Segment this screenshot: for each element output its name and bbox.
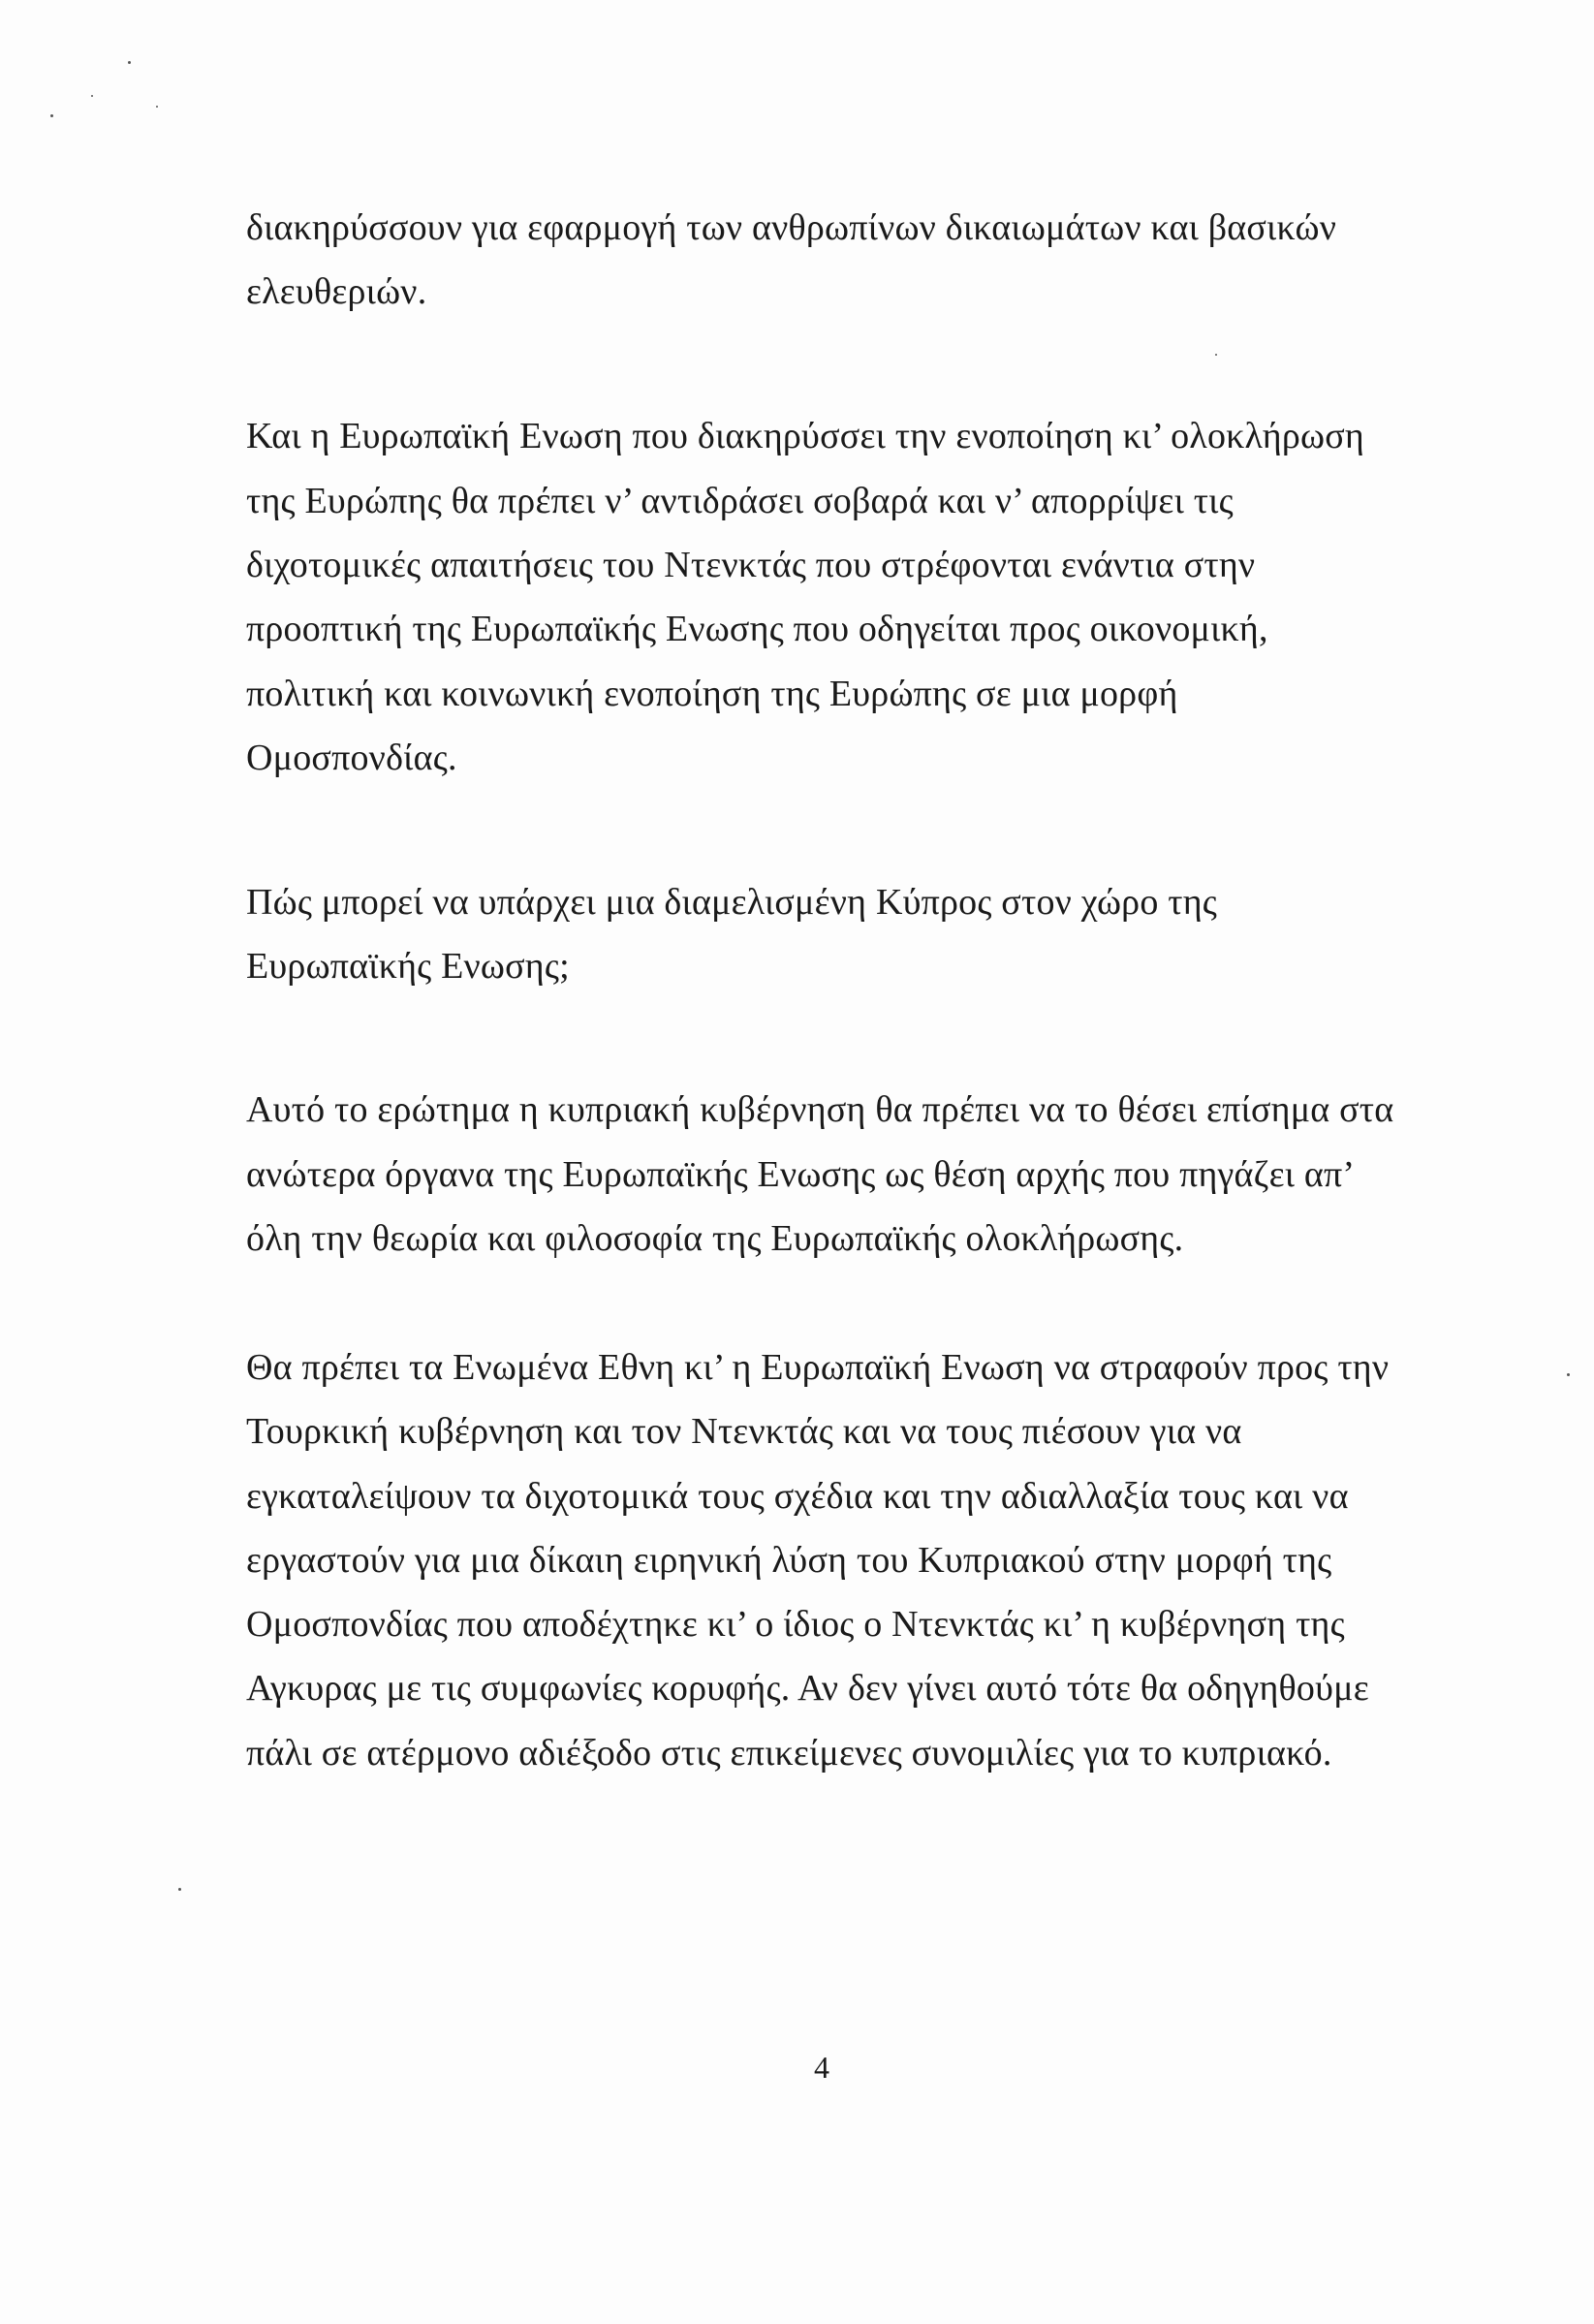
paragraph-2-line-2: της Ευρώπης θα πρέπει ν’ αντιδράσει σοβαρά και ν’ απορρίψει τις	[246, 481, 1234, 521]
paragraph-4-line-3: όλη την θεωρία και φιλοσοφία της Ευρωπαϊκής ολοκλήρωσης.	[246, 1218, 1184, 1259]
paragraph-2-line-6: Ομοσπονδίας.	[246, 738, 457, 778]
paragraph-2-line-4: προοπτική της Ευρωπαϊκής Ενωσης που οδηγείται προς οικονομική,	[246, 609, 1268, 649]
paragraph-5-line-7: πάλι σε ατέρμονο αδιέξοδο στις επικείμενες συνομιλίες για το κυπριακό.	[246, 1733, 1332, 1774]
paragraph-2-line-1: Και η Ευρωπαϊκή Ενωση που διακηρύσσει την ενοποίηση κι’ ολοκλήρωση	[246, 416, 1364, 456]
paragraph-5-line-2: Τουρκική κυβέρνηση και τον Ντενκτάς και να τους πιέσουν για να	[246, 1411, 1242, 1452]
paragraph-2-line-3: διχοτομικές απαιτήσεις του Ντενκτάς που στρέφονται ενάντια στην	[246, 545, 1256, 585]
paragraph-5-line-5: Ομοσπονδίας που αποδέχτηκε κι’ ο ίδιος ο Ντενκτάς κι’ η κυβέρνηση της	[246, 1604, 1345, 1645]
scan-speck	[91, 95, 93, 97]
paragraph-2-line-5: πολιτική και κοινωνική ενοποίηση της Ευρώπης σε μια μορφή	[246, 674, 1178, 714]
paragraph-3-line-2: Ευρωπαϊκής Ενωσης;	[246, 946, 570, 987]
scan-speck	[156, 106, 158, 108]
paragraph-5-line-6: Αγκυρας με τις συμφωνίες κορυφής. Αν δεν γίνει αυτό τότε θα οδηγηθούμε	[246, 1668, 1369, 1709]
paragraph-4-line-1: Αυτό το ερώτημα η κυπριακή κυβέρνηση θα πρέπει να το θέσει επίσημα στα	[246, 1089, 1394, 1130]
scan-speck	[50, 114, 53, 117]
paragraph-5-line-1: Θα πρέπει τα Ενωμένα Εθνη κι’ η Ευρωπαϊκή Ενωση να στραφούν προς την	[246, 1347, 1390, 1388]
scan-speck	[1567, 1373, 1570, 1376]
paragraph-4-line-2: ανώτερα όργανα της Ευρωπαϊκής Ενωσης ως θέση αρχής που πηγάζει απ’	[246, 1154, 1356, 1195]
paragraph-5-line-4: εργαστούν για μια δίκαιη ειρηνική λύση του Κυπριακού στην μορφή της	[246, 1540, 1332, 1581]
paragraph-5-line-3: εγκαταλείψουν τα διχοτομικά τους σχέδια και την αδιαλλαξία τους και να	[246, 1476, 1349, 1517]
paragraph-1-line-2: ελευθεριών.	[246, 271, 427, 312]
scan-speck	[178, 1888, 181, 1891]
paragraph-3-line-1: Πώς μπορεί να υπάρχει μια διαμελισμένη Κύπρος στον χώρο της	[246, 882, 1218, 923]
paragraph-1-line-1: διακηρύσσουν για εφαρμογή των ανθρωπίνων δικαιωμάτων και βασικών	[246, 207, 1337, 248]
page-number: 4	[814, 2050, 829, 2085]
scan-speck	[128, 61, 131, 64]
scan-speck	[1215, 354, 1217, 356]
